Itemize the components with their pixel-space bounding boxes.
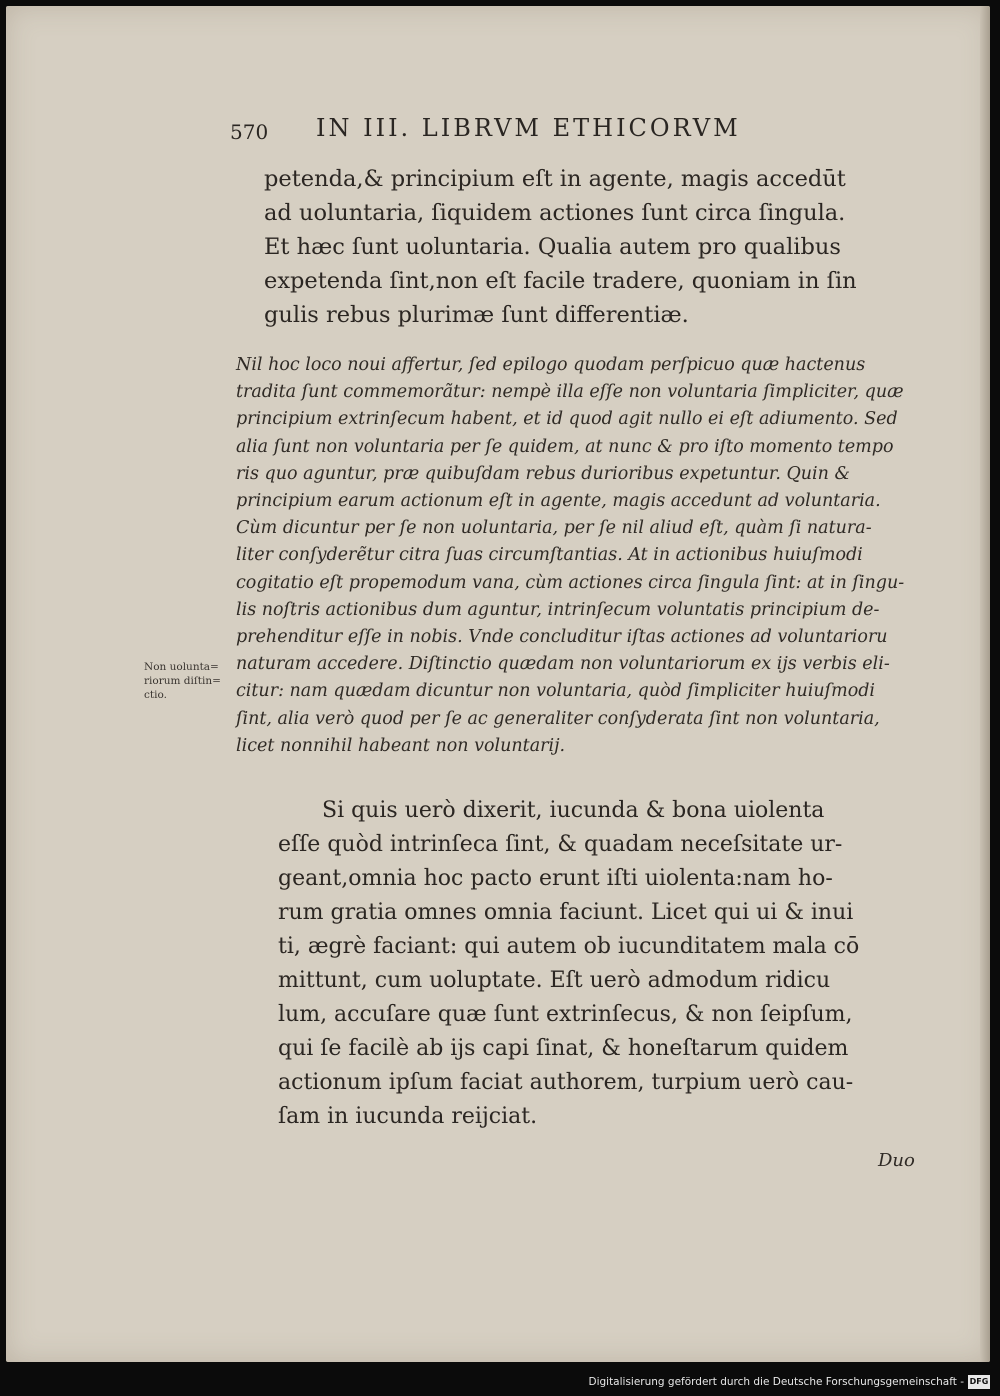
main-text-block-1 [264,162,857,332]
main-text-block-2 [278,794,859,1134]
commentary-block [236,352,904,760]
book-page [6,6,990,1362]
text-line: qui ſe facilè ab ijs capi ſinat, & honeſtarum quidem [278,1036,849,1061]
funding-notice: Digitalisierung gefördert durch die Deutsche Forschungsgemeinschaft - [588,1376,964,1388]
text-line: actionum ipſum faciat authorem, turpium uerò cau- [278,1070,854,1095]
commentary-line: Cùm dicuntur per ſe non uoluntaria, per ſe nil aliud eſt, quàm ſi natura- [236,518,872,539]
commentary-line: lis noſtris actionibus dum aguntur, intrinſecum voluntatis principium de- [236,599,880,620]
commentary-line: ris quo aguntur, præ quibuſdam rebus durioribus expetuntur. Quin & [236,463,851,484]
text-line: Si quis uerò dixerit, iucunda & bona uiolenta [322,798,825,823]
commentary-line: prehenditur eſſe in nobis. Vnde concluditur iſtas actiones ad voluntarioru [236,627,888,648]
page-number: 570 [230,120,269,144]
text-line: Et hæc ſunt uoluntaria. Qualia autem pro qualibus [264,234,841,260]
text-line: expetenda ſint,non eſt facile tradere, quoniam in ſin [264,268,857,294]
text-line: mittunt, cum uoluptate. Eſt uerò admodum ridicu [278,968,831,993]
text-line: gulis rebus plurimæ ſunt differentiæ. [264,302,689,328]
commentary-line: licet nonnihil habeant non voluntarij. [236,735,566,756]
commentary-line: tradita ſunt commemorãtur: nempè illa eſſe non voluntaria ſimpliciter, quæ [236,382,904,403]
page-header [230,114,830,150]
commentary-line: ſint, alia verò quod per ſe ac generaliter conſyderata ſint non voluntaria, [236,708,880,729]
commentary-line: liter conſyderẽtur citra ſuas circumſtantias. At in actionibus huiuſmodi [236,545,863,566]
catchword: Duo [878,1150,915,1171]
commentary-line: principium extrinſecum habent, et id quod agit nullo ei eſt adiumento. Sed [236,409,898,430]
digitization-footer [0,1370,1000,1396]
marginal-note-line: riorum diſtin= [144,675,221,687]
marginal-note-line: ctio. [144,689,167,701]
page-edge [980,6,990,1362]
text-line: ti, ægrè faciant: qui autem ob iucunditatem mala cō [278,934,860,959]
dfg-logo: DFG [968,1375,990,1389]
text-line: eſſe quòd intrinſeca ſint, & quadam neceſsitate ur- [278,832,843,857]
text-line: lum, accuſare quæ ſunt extrinſecus, & non ſeipſum, [278,1002,853,1027]
commentary-line: cogitatio eſt propemodum vana, cùm actiones circa ſingula ſint: at in ſingu- [236,572,905,593]
commentary-line: Nil hoc loco noui affertur, ſed epilogo quodam perſpicuo quæ hactenus [236,355,866,375]
commentary-line: citur: nam quædam dicuntur non voluntaria, quòd ſimpliciter huiuſmodi [236,681,876,702]
commentary-line: principium earum actionum eſt in agente, magis accedunt ad voluntaria. [236,491,881,512]
marginal-note [144,660,240,702]
running-title: IN III. LIBRVM ETHICORVM [316,114,741,142]
text-line: geant,omnia hoc pacto erunt iſti uiolenta:nam ho- [278,866,833,891]
text-line: ſam in iucunda reijciat. [278,1104,538,1129]
text-line: ad uoluntaria, ſiquidem actiones ſunt circa ſingula. [264,200,846,226]
text-line: petenda,& principium eſt in agente, magis accedūt [264,166,846,192]
text-line: rum gratia omnes omnia faciunt. Licet qui ui & inui [278,900,854,925]
commentary-line: alia ſunt non voluntaria per ſe quidem, at nunc & pro iſto momento tempo [236,436,894,457]
commentary-line: naturam accedere. Diſtinctio quædam non voluntariorum ex ijs verbis eli- [236,654,890,675]
marginal-note-line: Non uolunta= [144,661,219,673]
